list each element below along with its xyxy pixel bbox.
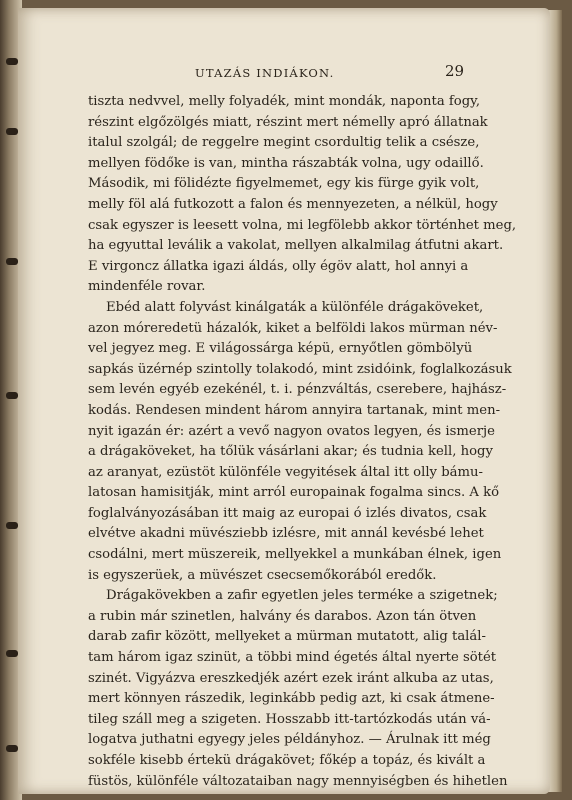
binding-stitch xyxy=(6,58,18,65)
binding-stitch xyxy=(6,745,18,752)
text-line: részint elgőzölgés miatt, részint mert némelly apró állatnak xyxy=(88,114,488,130)
text-line: latosan hamisitják, mint arról europainak fogalma sincs. A kő xyxy=(88,485,500,501)
text-line: mellyen födőke is van, mintha rászabták volna, ugy odaillő. xyxy=(88,155,484,171)
text-line: csodálni, mert müszereik, mellyekkel a munkában élnek, igen xyxy=(88,547,502,563)
text-line: darab zafir között, mellyeket a mürman mutatott, alig talál- xyxy=(88,629,486,645)
text-line: italul szolgál; de reggelre megint csordultig telik a csésze, xyxy=(88,135,480,151)
text-line: Drágakövekben a zafir egyetlen jeles terméke a szigetnek; xyxy=(106,588,498,604)
text-line: nyit igazán ér: azért a vevő nagyon ovatos legyen, és ismerje xyxy=(88,423,495,439)
text-line: is egyszerüek, a müvészet csecsemőkorából eredők. xyxy=(88,567,437,583)
page-edge xyxy=(548,10,562,792)
text-line: szinét. Vigyázva ereszkedjék azért ezek iránt alkuba az utas, xyxy=(88,670,494,686)
text-line: sapkás üzérnép szintolly tolakodó, mint zsidóink, foglalkozásuk xyxy=(88,361,512,377)
text-line: vel jegyez meg. E világossárga képü, ernyőtlen gömbölyü xyxy=(88,341,473,357)
text-line: E virgoncz állatka igazi áldás, olly égöv alatt, hol annyi a xyxy=(88,258,469,274)
text-line: logatva juthatni egyegy jeles példányhoz. — Árulnak itt még xyxy=(88,732,491,748)
text-line: tam három igaz szinüt, a többi mind égetés által nyerte sötét xyxy=(88,650,497,666)
running-head: UTAZÁS INDIÁKON. xyxy=(195,66,335,80)
text-line: az aranyat, ezüstöt különféle vegyitések által itt olly bámu- xyxy=(88,464,483,480)
text-line: tiszta nedvvel, melly folyadék, mint mondák, naponta fogy, xyxy=(88,94,481,109)
binding-stitch xyxy=(6,392,18,399)
text-line: mert könnyen rászedik, leginkább pedig azt, ki csak átmene- xyxy=(88,691,495,707)
body-text xyxy=(88,92,517,792)
binding-stitch xyxy=(6,258,18,265)
text-line: elvétve akadni müvésziebb izlésre, mit annál kevésbé lehet xyxy=(88,526,484,542)
text-line: tileg száll meg a szigeten. Hosszabb itt-tartózkodás után vá- xyxy=(88,711,491,727)
text-line: Második, mi fölidézte figyelmemet, egy kis fürge gyik volt, xyxy=(88,176,480,192)
text-line: a drágaköveket, ha tőlük vásárlani akar; és tudnia kell, hogy xyxy=(88,444,493,460)
text-line: Ebéd alatt folyvást kinálgaták a különféle drágaköveket, xyxy=(106,299,484,315)
page-number: 29 xyxy=(445,62,465,80)
text-line: füstös, különféle változataiban nagy mennyiségben és hihetlen xyxy=(88,773,508,789)
text-line: ha egyuttal leválik a vakolat, mellyen alkalmilag átfutni akart. xyxy=(88,238,504,254)
text-line: sem levén egyéb ezekénél, t. i. pénzváltás, cserebere, hajhász- xyxy=(88,382,507,398)
binding-stitch xyxy=(6,128,18,135)
text-line: foglalványozásában itt maig az europai ó izlés divatos, csak xyxy=(88,505,487,521)
text-line: kodás. Rendesen mindent három annyira tartanak, mint men- xyxy=(88,402,501,418)
text-line: melly föl alá futkozott a falon és mennyezeten, a nélkül, hogy xyxy=(88,196,498,212)
text-line: csak egyszer is leesett volna, mi legfölebb akkor történhet meg, xyxy=(88,217,517,233)
binding-stitch xyxy=(6,650,18,657)
text-line: a rubin már szinetlen, halvány és darabos. Azon tán ötven xyxy=(88,608,477,624)
text-line: azon móreredetü házalók, kiket a belföldi lakos mürman név- xyxy=(88,320,498,336)
binding-stitch xyxy=(6,522,18,529)
text-line: sokféle kisebb értekü drágakövet; főkép a topáz, és kivált a xyxy=(88,753,486,768)
text-line: mindenféle rovar. xyxy=(88,279,206,295)
